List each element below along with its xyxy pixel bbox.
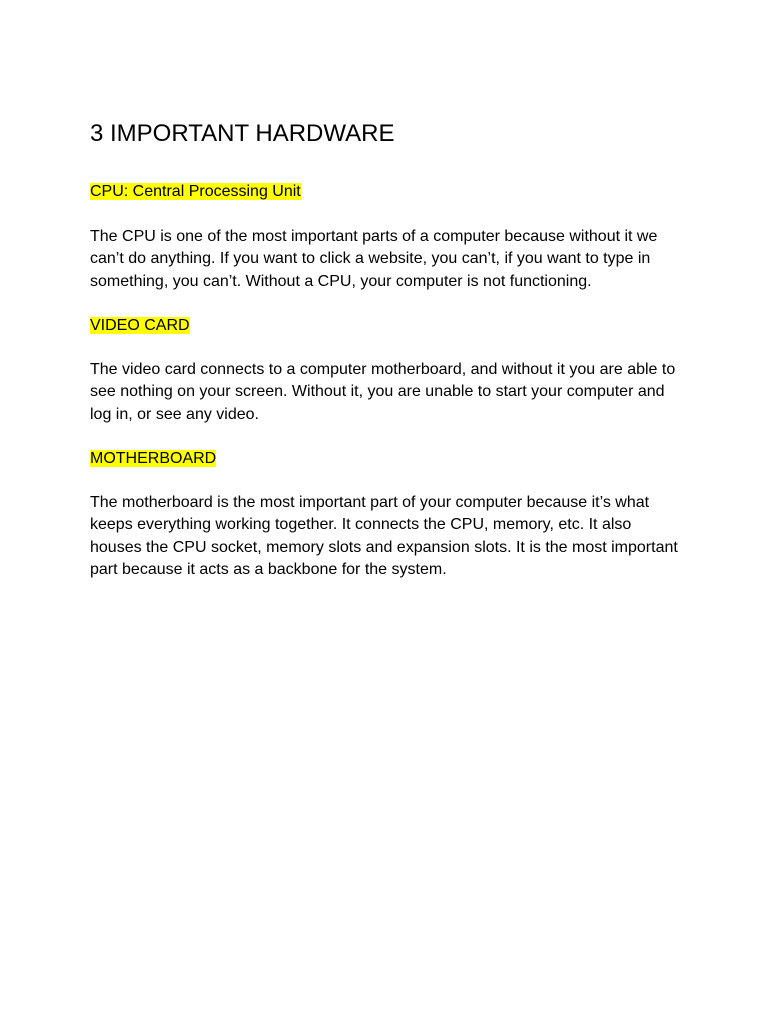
page-title: 3 IMPORTANT HARDWARE: [90, 120, 395, 147]
highlighted-text: MOTHERBOARD: [90, 450, 217, 467]
highlighted-text: CPU: Central Processing Unit: [90, 183, 301, 200]
section-body-cpu: The CPU is one of the most important parts of a computer because without it we can’t do anything. If you want to click a website, you can’t, if you want to type in something, you can’t. Without a CPU, your computer is not functioning.: [90, 228, 658, 290]
section-body-video-card: The video card connects to a computer motherboard, and without it you are able to see nothing on your screen. Without it, you are unable to start your computer and log in, or see any video.: [90, 361, 676, 423]
section-heading-cpu: [90, 181, 301, 203]
highlighted-text: VIDEO CARD: [90, 317, 190, 334]
section-heading-video-card: [90, 315, 190, 337]
section-body-motherboard: The motherboard is the most important part of your computer because it’s what keeps everything working together. It connects the CPU, memory, etc. It also houses the CPU socket, memory slots and expansion slots. It is the most important part because it acts as a backbone for the system.: [90, 494, 678, 578]
section-heading-motherboard: [90, 448, 216, 470]
